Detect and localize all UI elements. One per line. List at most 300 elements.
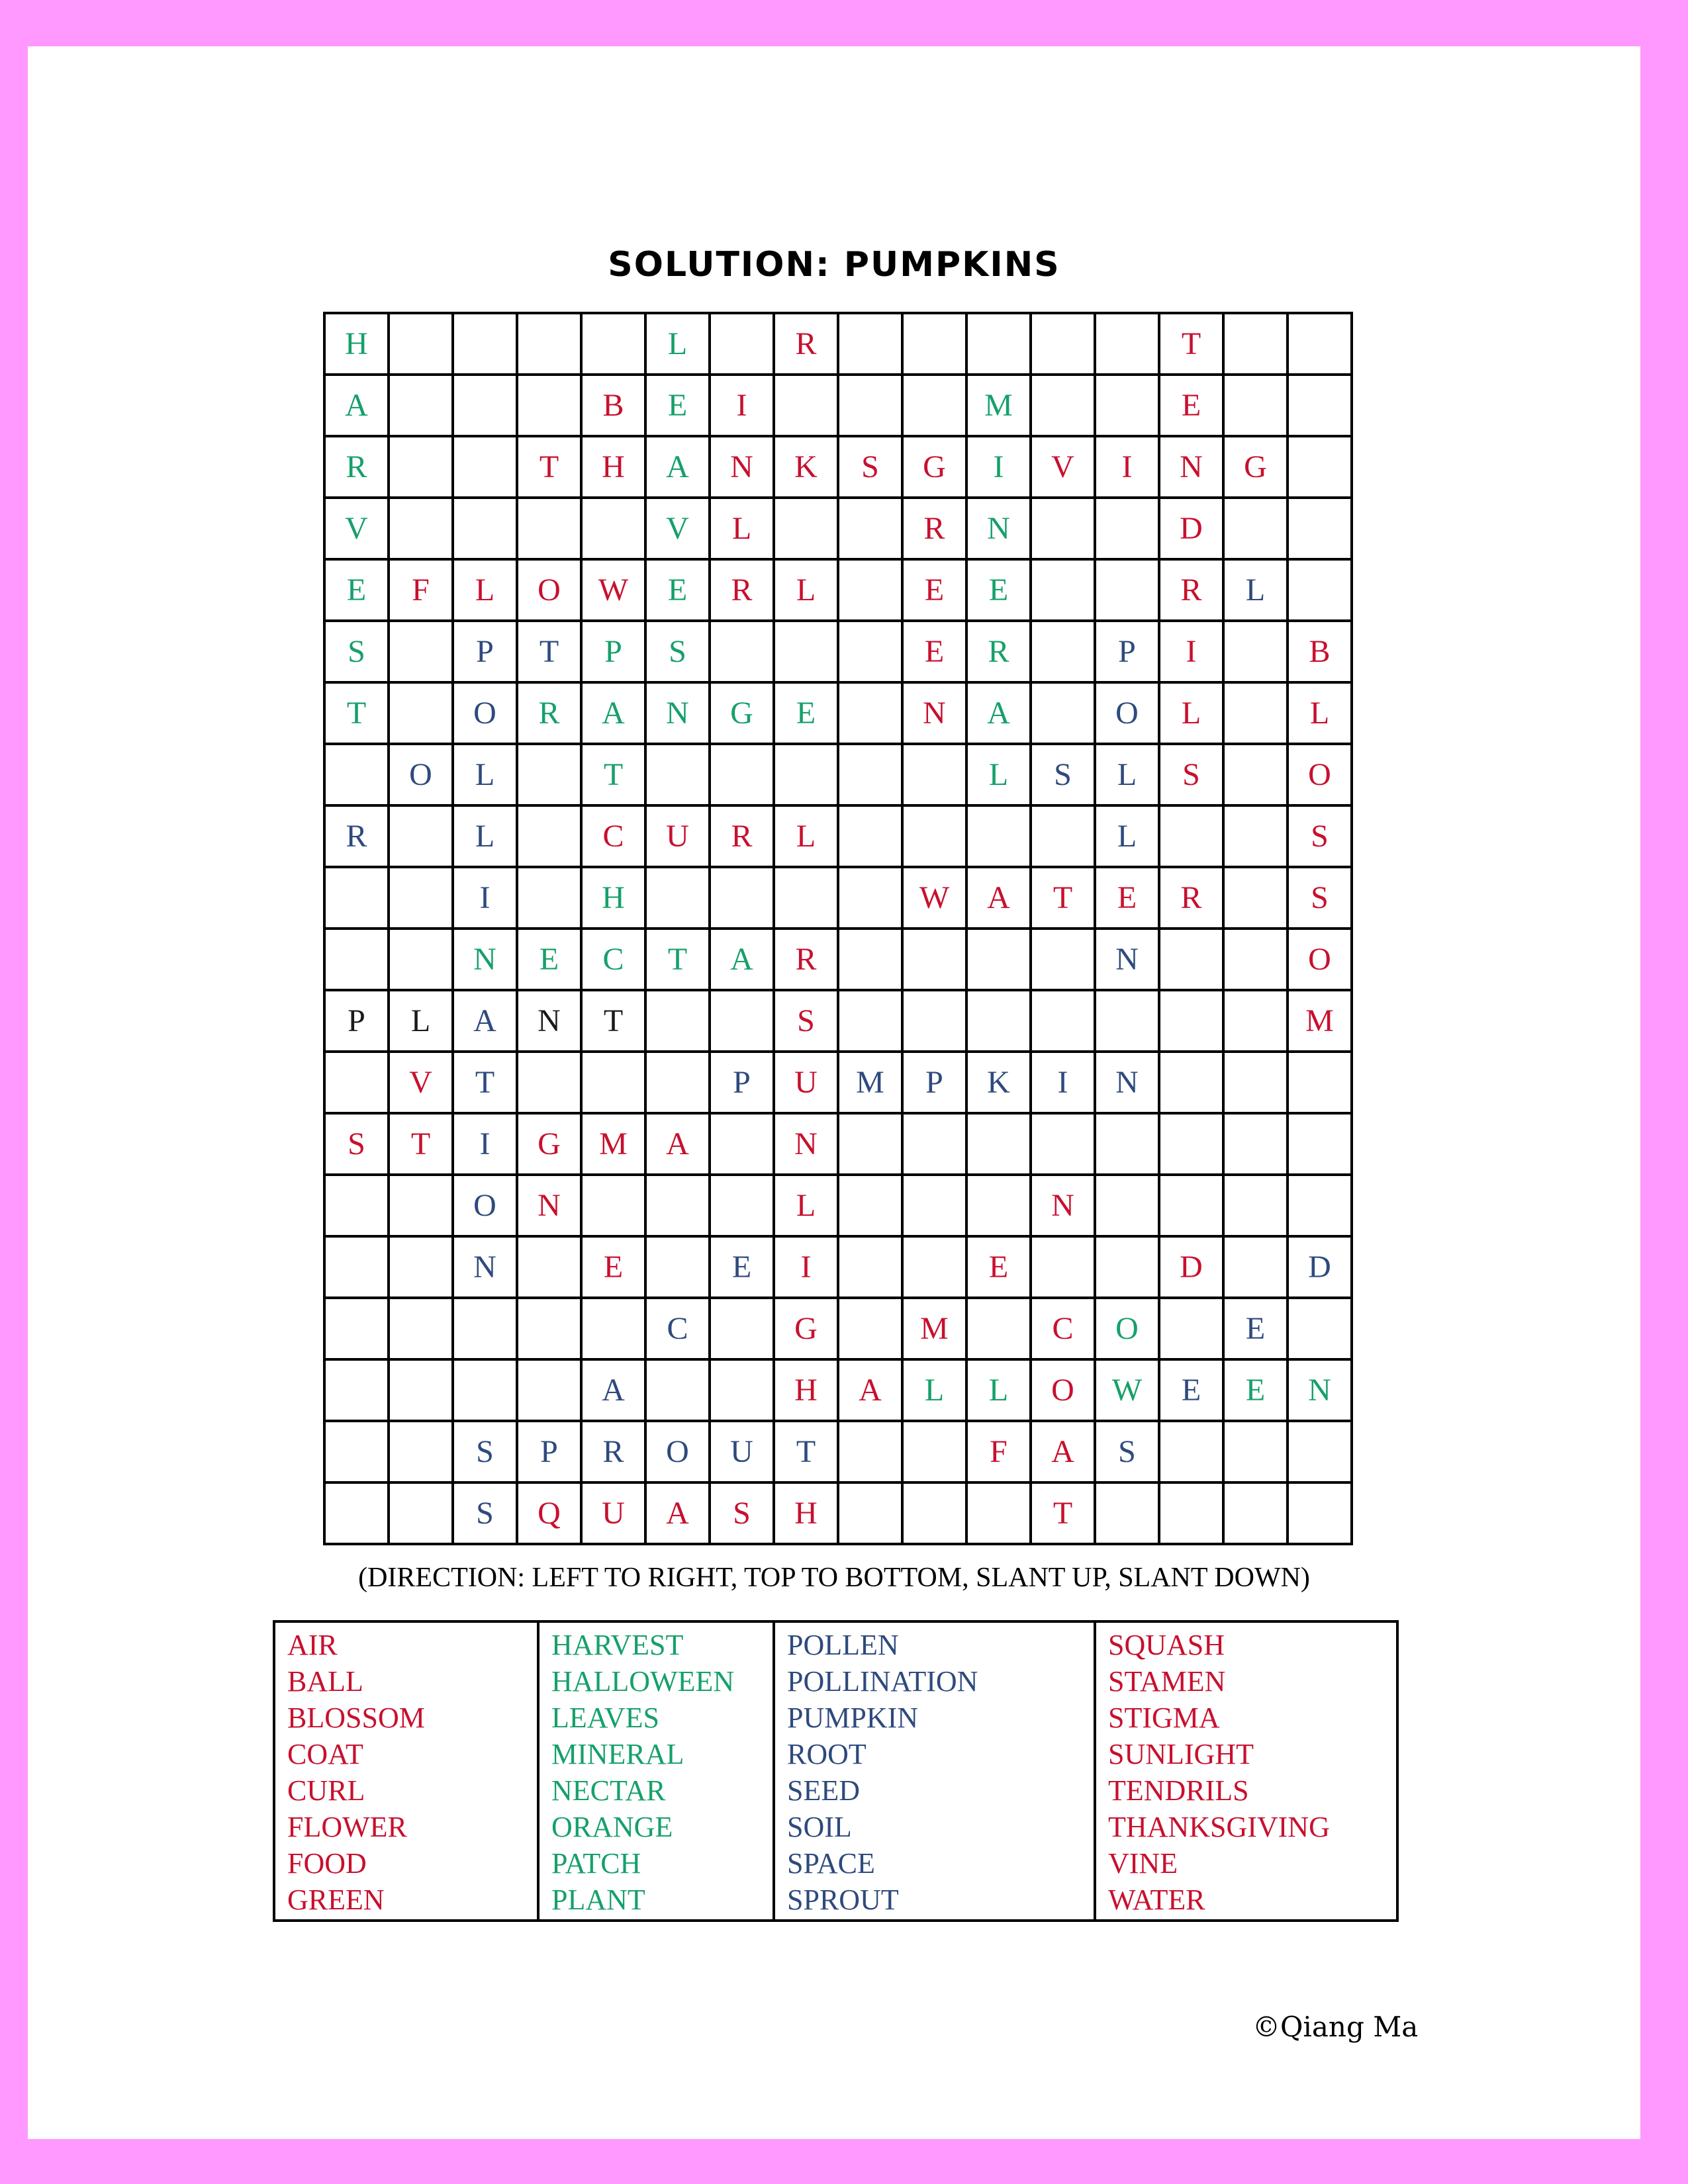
grid-cell: A <box>710 929 774 990</box>
grid-cell: G <box>710 682 774 744</box>
word-bank-item: BALL <box>287 1665 363 1698</box>
grid-cell: L <box>774 1175 838 1236</box>
grid-cell: T <box>1031 867 1095 929</box>
grid-cell <box>389 1175 453 1236</box>
grid-cell <box>838 990 902 1052</box>
grid-cell: S <box>645 621 710 682</box>
grid-row <box>324 1298 1352 1359</box>
grid-cell <box>1159 1175 1223 1236</box>
grid-cell: N <box>1288 1359 1352 1421</box>
grid-cell: E <box>710 1236 774 1298</box>
grid-row <box>324 929 1352 990</box>
grid-cell <box>902 313 966 375</box>
grid-cell <box>1095 375 1159 436</box>
grid-cell: I <box>1095 436 1159 498</box>
grid-cell <box>774 867 838 929</box>
grid-cell: C <box>581 929 645 990</box>
grid-cell: D <box>1159 498 1223 559</box>
grid-cell <box>1223 1482 1288 1544</box>
grid-cell <box>710 1175 774 1236</box>
grid-cell: I <box>453 867 517 929</box>
grid-cell <box>517 1298 581 1359</box>
grid-cell: R <box>710 805 774 867</box>
grid-cell: D <box>1288 1236 1352 1298</box>
grid-row <box>324 682 1352 744</box>
grid-cell: S <box>324 621 389 682</box>
word-bank-item: SPROUT <box>787 1884 899 1916</box>
grid-cell <box>1223 744 1288 805</box>
grid-cell <box>902 375 966 436</box>
grid-cell <box>902 1175 966 1236</box>
grid-cell <box>1159 1421 1223 1482</box>
grid-cell <box>1159 1052 1223 1113</box>
grid-cell <box>774 621 838 682</box>
grid-cell <box>645 1236 710 1298</box>
grid-row <box>324 1175 1352 1236</box>
grid-cell <box>710 621 774 682</box>
grid-cell <box>517 1359 581 1421</box>
grid-cell: L <box>453 744 517 805</box>
word-bank-item: SEED <box>787 1774 860 1807</box>
grid-cell: T <box>453 1052 517 1113</box>
grid-cell <box>966 990 1031 1052</box>
grid-cell <box>324 744 389 805</box>
grid-cell: M <box>1288 990 1352 1052</box>
grid-cell <box>1031 990 1095 1052</box>
grid-cell: M <box>581 1113 645 1175</box>
puzzle-sheet <box>28 46 1640 2139</box>
grid-cell <box>966 1113 1031 1175</box>
grid-cell: G <box>1223 436 1288 498</box>
word-bank-item: VINE <box>1108 1847 1178 1880</box>
grid-cell <box>1288 313 1352 375</box>
grid-cell: R <box>902 498 966 559</box>
grid-cell <box>389 929 453 990</box>
grid-cell <box>517 805 581 867</box>
grid-cell: N <box>453 1236 517 1298</box>
grid-cell: T <box>517 436 581 498</box>
grid-cell <box>1031 559 1095 621</box>
grid-cell: P <box>1095 621 1159 682</box>
grid-cell <box>838 867 902 929</box>
grid-row <box>324 990 1352 1052</box>
grid-cell: O <box>453 682 517 744</box>
grid-cell: A <box>581 682 645 744</box>
grid-cell: N <box>453 929 517 990</box>
grid-cell <box>902 1113 966 1175</box>
word-bank-item: FLOWER <box>287 1811 407 1843</box>
grid-cell: F <box>966 1421 1031 1482</box>
word-bank-item: TENDRILS <box>1108 1774 1249 1807</box>
copyright-notice: ©Qiang Ma <box>1252 2011 1419 2043</box>
grid-cell: E <box>902 559 966 621</box>
grid-cell: T <box>581 744 645 805</box>
word-bank-item: SQUASH <box>1108 1629 1225 1661</box>
grid-cell: N <box>1031 1175 1095 1236</box>
word-bank-item: POLLINATION <box>787 1665 978 1698</box>
grid-cell <box>1223 1421 1288 1482</box>
grid-cell <box>902 1482 966 1544</box>
grid-cell <box>838 559 902 621</box>
grid-cell <box>710 1298 774 1359</box>
grid-cell: T <box>581 990 645 1052</box>
word-bank-item: THANKSGIVING <box>1108 1811 1330 1843</box>
grid-cell <box>902 990 966 1052</box>
grid-cell <box>389 313 453 375</box>
grid-cell: L <box>966 1359 1031 1421</box>
grid-cell: E <box>774 682 838 744</box>
grid-cell <box>1223 621 1288 682</box>
grid-cell: T <box>645 929 710 990</box>
grid-cell: V <box>324 498 389 559</box>
grid-cell <box>1031 375 1095 436</box>
grid-cell: N <box>774 1113 838 1175</box>
grid-cell: E <box>324 559 389 621</box>
grid-cell: S <box>1031 744 1095 805</box>
grid-cell: L <box>1095 805 1159 867</box>
grid-cell: G <box>517 1113 581 1175</box>
grid-cell: T <box>389 1113 453 1175</box>
word-bank-item: POLLEN <box>787 1629 899 1661</box>
grid-cell: R <box>1159 559 1223 621</box>
grid-cell <box>453 1298 517 1359</box>
grid-cell <box>453 436 517 498</box>
grid-cell: T <box>324 682 389 744</box>
grid-cell <box>774 498 838 559</box>
grid-cell <box>517 867 581 929</box>
grid-cell: R <box>966 621 1031 682</box>
grid-cell <box>966 1298 1031 1359</box>
grid-cell <box>838 1482 902 1544</box>
grid-cell <box>1031 621 1095 682</box>
grid-cell <box>1223 313 1288 375</box>
grid-cell <box>1031 805 1095 867</box>
grid-cell <box>1159 805 1223 867</box>
grid-cell: M <box>902 1298 966 1359</box>
grid-cell <box>1095 498 1159 559</box>
grid-cell <box>324 1298 389 1359</box>
grid-cell: L <box>1223 559 1288 621</box>
grid-cell: S <box>453 1482 517 1544</box>
grid-cell: L <box>710 498 774 559</box>
grid-cell <box>966 1482 1031 1544</box>
grid-cell: O <box>1095 682 1159 744</box>
grid-cell <box>710 744 774 805</box>
word-bank-item: HALLOWEEN <box>551 1665 735 1698</box>
grid-cell: P <box>324 990 389 1052</box>
grid-cell: L <box>453 559 517 621</box>
grid-cell <box>1095 1482 1159 1544</box>
word-bank-column-3 <box>773 1623 1094 1919</box>
grid-cell <box>966 1175 1031 1236</box>
word-bank-item: PATCH <box>551 1847 641 1880</box>
grid-cell: E <box>966 559 1031 621</box>
grid-cell <box>1288 1175 1352 1236</box>
grid-row <box>324 1482 1352 1544</box>
grid-cell <box>1223 375 1288 436</box>
grid-cell: Q <box>517 1482 581 1544</box>
grid-cell <box>517 498 581 559</box>
grid-cell: E <box>1223 1359 1288 1421</box>
grid-cell: S <box>1095 1421 1159 1482</box>
grid-cell: N <box>1159 436 1223 498</box>
grid-cell <box>1223 682 1288 744</box>
grid-cell <box>838 375 902 436</box>
grid-cell: E <box>517 929 581 990</box>
grid-cell: O <box>1288 744 1352 805</box>
grid-cell <box>838 1175 902 1236</box>
word-bank-item: SUNLIGHT <box>1108 1738 1254 1770</box>
grid-cell: A <box>453 990 517 1052</box>
grid-cell <box>1288 1482 1352 1544</box>
grid-cell <box>389 682 453 744</box>
grid-cell <box>774 375 838 436</box>
grid-cell <box>645 744 710 805</box>
grid-cell: R <box>324 436 389 498</box>
grid-cell: S <box>1288 805 1352 867</box>
grid-cell: S <box>1159 744 1223 805</box>
grid-cell: W <box>581 559 645 621</box>
grid-cell: A <box>1031 1421 1095 1482</box>
grid-cell: U <box>581 1482 645 1544</box>
grid-cell: N <box>517 990 581 1052</box>
grid-cell <box>1223 805 1288 867</box>
grid-cell <box>902 805 966 867</box>
word-bank <box>273 1620 1399 1922</box>
grid-cell <box>966 805 1031 867</box>
grid-cell: L <box>1095 744 1159 805</box>
grid-cell <box>645 867 710 929</box>
grid-cell <box>838 313 902 375</box>
grid-cell: L <box>645 313 710 375</box>
grid-cell: L <box>966 744 1031 805</box>
word-bank-item: SPACE <box>787 1847 875 1880</box>
grid-cell <box>838 498 902 559</box>
grid-cell: C <box>1031 1298 1095 1359</box>
grid-cell <box>838 1236 902 1298</box>
grid-cell: O <box>645 1421 710 1482</box>
word-bank-item: PUMPKIN <box>787 1702 919 1734</box>
grid-cell: W <box>902 867 966 929</box>
word-bank-item: BLOSSOM <box>287 1702 425 1734</box>
grid-cell <box>1288 1298 1352 1359</box>
grid-row <box>324 313 1352 375</box>
grid-cell: O <box>1095 1298 1159 1359</box>
grid-cell <box>1095 990 1159 1052</box>
grid-cell: V <box>645 498 710 559</box>
grid-cell <box>1288 436 1352 498</box>
grid-cell <box>453 1359 517 1421</box>
grid-cell: V <box>1031 436 1095 498</box>
grid-cell: R <box>517 682 581 744</box>
grid-row <box>324 498 1352 559</box>
grid-cell: K <box>774 436 838 498</box>
word-bank-item: COAT <box>287 1738 363 1770</box>
grid-cell <box>389 805 453 867</box>
grid-cell <box>324 867 389 929</box>
grid-row <box>324 1421 1352 1482</box>
grid-cell <box>645 1175 710 1236</box>
grid-cell <box>1223 1175 1288 1236</box>
grid-cell <box>324 1359 389 1421</box>
grid-cell: I <box>966 436 1031 498</box>
word-bank-column-4 <box>1094 1623 1396 1919</box>
grid-cell: O <box>1288 929 1352 990</box>
grid-cell: A <box>645 436 710 498</box>
grid-cell: N <box>645 682 710 744</box>
grid-cell <box>1159 1298 1223 1359</box>
grid-cell <box>517 375 581 436</box>
grid-cell <box>453 498 517 559</box>
grid-cell: V <box>389 1052 453 1113</box>
grid-cell <box>1288 1052 1352 1113</box>
grid-cell: I <box>710 375 774 436</box>
grid-cell <box>1031 313 1095 375</box>
grid-cell <box>902 929 966 990</box>
grid-cell <box>710 1113 774 1175</box>
word-bank-item: GREEN <box>287 1884 385 1916</box>
grid-row <box>324 1052 1352 1113</box>
grid-cell: N <box>1095 1052 1159 1113</box>
grid-cell <box>1223 498 1288 559</box>
grid-cell <box>581 313 645 375</box>
word-bank-item: LEAVES <box>551 1702 659 1734</box>
grid-cell: I <box>1159 621 1223 682</box>
grid-cell <box>453 313 517 375</box>
grid-cell <box>1288 1421 1352 1482</box>
grid-cell: P <box>453 621 517 682</box>
grid-cell: L <box>453 805 517 867</box>
grid-cell: S <box>774 990 838 1052</box>
grid-cell: G <box>902 436 966 498</box>
grid-cell <box>1095 313 1159 375</box>
direction-note: (DIRECTION: LEFT TO RIGHT, TOP TO BOTTOM, SLANT UP, SLANT DOWN) <box>358 1563 1310 1593</box>
grid-cell: E <box>902 621 966 682</box>
grid-cell <box>389 621 453 682</box>
grid-cell <box>581 1298 645 1359</box>
grid-cell: K <box>966 1052 1031 1113</box>
word-bank-item: SOIL <box>787 1811 852 1843</box>
grid-cell: R <box>581 1421 645 1482</box>
grid-cell: N <box>710 436 774 498</box>
grid-cell <box>1159 990 1223 1052</box>
grid-cell <box>1223 867 1288 929</box>
grid-cell <box>389 436 453 498</box>
grid-row <box>324 805 1352 867</box>
grid-cell <box>1223 929 1288 990</box>
grid-cell <box>645 1052 710 1113</box>
grid-cell: B <box>581 375 645 436</box>
word-bank-item: STAMEN <box>1108 1665 1226 1698</box>
word-bank-column-2 <box>537 1623 773 1919</box>
grid-cell: E <box>645 559 710 621</box>
grid-cell: E <box>645 375 710 436</box>
grid-cell: U <box>710 1421 774 1482</box>
grid-cell <box>1159 1113 1223 1175</box>
grid-cell <box>389 1421 453 1482</box>
grid-cell: A <box>838 1359 902 1421</box>
grid-cell <box>838 621 902 682</box>
grid-cell: A <box>645 1113 710 1175</box>
grid-cell: E <box>1223 1298 1288 1359</box>
grid-cell: H <box>581 436 645 498</box>
grid-cell: L <box>389 990 453 1052</box>
word-bank-item: CURL <box>287 1774 365 1807</box>
grid-cell <box>389 1236 453 1298</box>
word-bank-item: FOOD <box>287 1847 367 1880</box>
grid-cell: W <box>1095 1359 1159 1421</box>
grid-cell: O <box>517 559 581 621</box>
word-bank-item: ORANGE <box>551 1811 673 1843</box>
grid-cell <box>902 1421 966 1482</box>
grid-cell: U <box>645 805 710 867</box>
grid-cell <box>710 867 774 929</box>
grid-cell <box>645 1359 710 1421</box>
grid-cell <box>838 1421 902 1482</box>
grid-cell: E <box>581 1236 645 1298</box>
word-bank-item: MINERAL <box>551 1738 684 1770</box>
grid-cell <box>517 1236 581 1298</box>
grid-cell <box>389 1359 453 1421</box>
grid-cell <box>710 990 774 1052</box>
grid-cell <box>324 1421 389 1482</box>
grid-cell <box>324 1175 389 1236</box>
grid-cell: T <box>1031 1482 1095 1544</box>
grid-cell: P <box>517 1421 581 1482</box>
grid-cell: H <box>324 313 389 375</box>
grid-cell: H <box>774 1482 838 1544</box>
grid-cell: A <box>581 1359 645 1421</box>
grid-cell: M <box>966 375 1031 436</box>
grid-cell: S <box>453 1421 517 1482</box>
grid-cell: M <box>838 1052 902 1113</box>
grid-cell: P <box>902 1052 966 1113</box>
grid-cell: O <box>1031 1359 1095 1421</box>
grid-cell: C <box>581 805 645 867</box>
grid-cell <box>966 313 1031 375</box>
grid-cell <box>710 1359 774 1421</box>
grid-cell: I <box>453 1113 517 1175</box>
grid-cell <box>389 1482 453 1544</box>
grid-cell <box>838 805 902 867</box>
grid-cell <box>517 1052 581 1113</box>
grid-row <box>324 867 1352 929</box>
grid-cell: F <box>389 559 453 621</box>
grid-cell: T <box>774 1421 838 1482</box>
grid-cell <box>324 1236 389 1298</box>
grid-cell <box>1159 929 1223 990</box>
grid-cell: L <box>774 559 838 621</box>
grid-cell: S <box>1288 867 1352 929</box>
grid-cell: G <box>774 1298 838 1359</box>
grid-cell: T <box>1159 313 1223 375</box>
grid-cell: R <box>324 805 389 867</box>
grid-cell: R <box>774 313 838 375</box>
grid-cell: L <box>774 805 838 867</box>
word-bank-item: AIR <box>287 1629 338 1661</box>
grid-cell <box>581 498 645 559</box>
grid-cell <box>774 744 838 805</box>
grid-cell: A <box>645 1482 710 1544</box>
word-bank-item: STIGMA <box>1108 1702 1220 1734</box>
grid-cell <box>1031 1236 1095 1298</box>
grid-row <box>324 1359 1352 1421</box>
grid-cell <box>324 1482 389 1544</box>
grid-cell <box>517 744 581 805</box>
grid-cell <box>838 744 902 805</box>
grid-cell <box>324 1052 389 1113</box>
grid-cell <box>838 1113 902 1175</box>
